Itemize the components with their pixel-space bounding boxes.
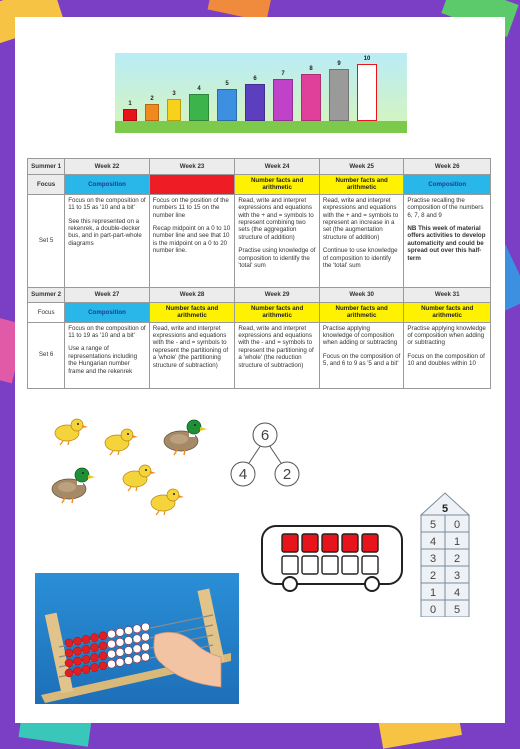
part-whole-diagram xyxy=(225,417,305,497)
content-cell xyxy=(149,194,235,287)
week-header: Week 31 xyxy=(404,287,491,302)
cell-text: Practise applying knowledge of composition when adding or subtracting xyxy=(407,324,486,347)
cell-text: Use a range of representations including the Hungarian number frame and the rekenrek xyxy=(68,345,138,375)
numberblock-label: 5 xyxy=(225,81,229,87)
week-header: Week 30 xyxy=(319,287,404,302)
cell-text: Read, write and interpret expressions and equations with the - and = symbols to represent the partitioning of a 'whole' (the partitioning structure of subtraction) xyxy=(152,324,229,369)
numberblock-character xyxy=(123,101,137,121)
content-cell xyxy=(319,194,404,287)
bus-seat-empty xyxy=(282,556,298,574)
focus-cell: Composition xyxy=(65,175,150,195)
cell-text: Read, write and interpret expressions and equations with the + and = symbols to represent combining two sets (the aggregation structure of addition) xyxy=(238,196,314,241)
focus-cell: Number facts and arithmetic xyxy=(319,302,404,322)
curriculum-table xyxy=(27,158,491,389)
term-label: Summer 1 xyxy=(28,159,65,175)
rekenrek-bead-white xyxy=(142,643,150,651)
house-cell-value: 0 xyxy=(429,604,437,616)
numberblock-label: 3 xyxy=(172,91,176,97)
rekenrek-bead-white xyxy=(133,655,141,663)
numberblock-character xyxy=(357,56,377,121)
week-header: Week 22 xyxy=(65,159,150,175)
rekenrek-bead-white xyxy=(108,650,116,658)
bus-seat-empty xyxy=(362,556,378,574)
rekenrek-bead-red xyxy=(91,664,99,672)
rekenrek-bead-white xyxy=(142,623,150,631)
rekenrek-bead-white xyxy=(116,658,124,666)
part-value: 2 xyxy=(282,466,292,483)
rekenrek-bead-red xyxy=(82,655,90,663)
rekenrek-bead-white xyxy=(116,628,124,636)
bus-seat-empty xyxy=(322,556,338,574)
rekenrek-bead-red xyxy=(65,669,73,677)
rekenrek-bead-white xyxy=(125,627,133,635)
focus-cell: Number facts and arithmetic xyxy=(149,302,235,322)
content-cell xyxy=(65,194,150,287)
house-cell-value: 4 xyxy=(429,536,437,548)
house-cell-value: 5 xyxy=(429,519,437,531)
numberblock-label: 2 xyxy=(150,96,154,102)
numberblock-label: 6 xyxy=(253,76,257,82)
cell-text: Practise recalling the composition of the numbers 6, 7, 8 and 9 xyxy=(407,196,484,219)
rekenrek-bead-red xyxy=(99,632,107,640)
numberblock-character xyxy=(273,71,293,121)
week-header: Week 25 xyxy=(319,159,404,175)
focus-cell: Number facts and arithmetic xyxy=(319,175,404,195)
duck-icon xyxy=(164,420,207,455)
rekenrek-bead-red xyxy=(82,645,90,653)
ducks-illustration xyxy=(43,409,223,529)
abacus-photo xyxy=(35,573,239,704)
table-row xyxy=(28,159,491,175)
rekenrek-bead-white xyxy=(142,633,150,641)
focus-cell: Number facts and arithmetic xyxy=(235,302,320,322)
rekenrek-bead-white xyxy=(133,645,141,653)
duck-icon xyxy=(52,468,95,503)
rekenrek-bead-red xyxy=(91,654,99,662)
rekenrek-bead-white xyxy=(125,657,133,665)
rekenrek-bead-white xyxy=(108,640,116,648)
house-cell-value: 4 xyxy=(453,587,461,599)
duckling-icon xyxy=(105,429,138,455)
rekenrek-bead-red xyxy=(74,647,82,655)
cell-text: Focus on the composition of 11 to 15 as '10 and a bit' xyxy=(68,196,146,212)
week-header: Week 28 xyxy=(149,287,235,302)
rekenrek-bead-red xyxy=(91,644,99,652)
numberblocks-banner xyxy=(115,53,407,133)
set-label: Set 6 xyxy=(28,322,65,388)
rekenrek-bead-white xyxy=(142,653,150,661)
bus-seat-empty xyxy=(302,556,318,574)
content-cell xyxy=(404,194,491,287)
bus-seat-empty xyxy=(342,556,358,574)
numberblock-character xyxy=(167,91,181,121)
numberblock-label: 1 xyxy=(128,101,132,107)
bus-seat-filled xyxy=(282,534,298,552)
rekenrek-bead-red xyxy=(74,667,82,675)
house-cell-value: 1 xyxy=(453,536,461,548)
rekenrek-bead-white xyxy=(108,630,116,638)
duckling-icon xyxy=(123,465,156,491)
cell-text: Practise applying knowledge of composition when adding or subtracting xyxy=(322,324,398,347)
rekenrek-bead-white xyxy=(108,660,116,668)
bus-seat-filled xyxy=(342,534,358,552)
cell-text: Continue to use knowledge of composition to identify the 'total' sum xyxy=(322,247,398,270)
part-value: 4 xyxy=(238,466,248,483)
table-row xyxy=(28,194,491,287)
focus-cell: Composition xyxy=(404,175,491,195)
numberblock-character xyxy=(301,66,321,121)
rekenrek-bead-white xyxy=(133,625,141,633)
content-cell xyxy=(404,322,491,388)
table-row xyxy=(28,287,491,302)
table-row xyxy=(28,175,491,195)
house-cell-value: 5 xyxy=(453,604,461,616)
numberblock-character xyxy=(189,86,209,121)
rekenrek-bead-red xyxy=(65,639,73,647)
house-cell-value: 0 xyxy=(453,519,461,531)
week-header: Week 23 xyxy=(149,159,235,175)
cell-text: Focus on the composition of 5, and 6 to 9 as '5 and a bit' xyxy=(322,352,401,368)
focus-cell: Numbers 11 to 15 on the line xyxy=(149,175,235,195)
week-header: Week 29 xyxy=(235,287,320,302)
rekenrek-bead-white xyxy=(116,648,124,656)
rekenrek-bead-red xyxy=(65,659,73,667)
document-page xyxy=(15,17,505,723)
content-cell xyxy=(235,194,320,287)
rekenrek-bead-white xyxy=(133,635,141,643)
content-cell xyxy=(65,322,150,388)
whole-value: 6 xyxy=(260,427,270,444)
cell-text: Read, write and interpret expressions and equations with the + and = symbols to represent an increase in a set (the augmentation structure of addition) xyxy=(322,196,399,241)
part-whole-link xyxy=(249,445,261,463)
focus-cell: Composition xyxy=(65,302,150,322)
rekenrek-bead-red xyxy=(74,637,82,645)
week-header: Week 24 xyxy=(235,159,320,175)
house-cell-value: 2 xyxy=(429,570,437,582)
rekenrek-bead-red xyxy=(91,634,99,642)
cell-text-bold: NB This week of material offers activities to develop automaticity and could be spread out over this half-term xyxy=(407,225,486,262)
duckling-icon xyxy=(151,489,184,515)
focus-cell: Number facts and arithmetic xyxy=(404,302,491,322)
cell-text: Read, write and interpret expressions and equations with the - and = symbols to represent the partitioning of a 'whole' (the reduction structure of subtraction) xyxy=(238,324,314,369)
banner-ground xyxy=(115,121,407,133)
table-row xyxy=(28,322,491,388)
numberblock-label: 10 xyxy=(363,56,371,62)
cell-text: Practise using knowledge of composition to identify the 'total' sum xyxy=(238,247,316,270)
set-label: Set 5 xyxy=(28,194,65,287)
week-header: Week 27 xyxy=(65,287,150,302)
rekenrek-bead-red xyxy=(82,635,90,643)
house-cell-value: 1 xyxy=(429,587,437,599)
bus-seat-filled xyxy=(322,534,338,552)
numberblock-label: 8 xyxy=(309,66,313,72)
numberblock-label: 7 xyxy=(281,71,285,77)
bus-seat-filled xyxy=(362,534,378,552)
rekenrek-bead-red xyxy=(99,642,107,650)
numberblock-character xyxy=(329,61,349,121)
content-cell xyxy=(319,322,404,388)
focus-label: Focus xyxy=(28,175,65,195)
house-roof-value: 5 xyxy=(441,503,449,515)
rekenrek-bead-red xyxy=(99,662,107,670)
rekenrek-bead-red xyxy=(65,649,73,657)
rekenrek-bead-white xyxy=(125,647,133,655)
week-header: Week 26 xyxy=(404,159,491,175)
rekenrek-bead-white xyxy=(125,637,133,645)
numberblock-character xyxy=(217,81,237,121)
content-cell xyxy=(149,322,235,388)
table-row xyxy=(28,302,491,322)
cell-text: Recap midpoint on a 0 to 10 number line and see that 10 is the midpoint on a 0 to 20 number line. xyxy=(152,225,231,255)
cell-text: Focus on the composition of 10 and doubles within 10 xyxy=(407,352,485,368)
focus-label: Focus xyxy=(28,302,65,322)
house-cell-value: 3 xyxy=(429,553,437,565)
cell-text: Focus on the position of the numbers 11 to 15 on the number line xyxy=(152,196,229,219)
bus-icon xyxy=(260,522,405,597)
part-whole-link xyxy=(269,445,281,463)
numberblock-character xyxy=(145,96,159,121)
duckling-icon xyxy=(55,419,88,445)
house-cell-value: 2 xyxy=(453,553,461,565)
number-house xyxy=(418,491,472,617)
numberblock-label: 4 xyxy=(197,86,201,92)
numberblock-label: 9 xyxy=(337,61,341,67)
rekenrek-bead-red xyxy=(99,652,107,660)
rekenrek-bead-red xyxy=(74,657,82,665)
cell-text: See this represented on a rekenrek, a double-decker bus, and in part-part-whole diagrams xyxy=(68,217,142,247)
house-cell-value: 3 xyxy=(453,570,461,582)
numberblock-character xyxy=(245,76,265,121)
rekenrek-bead-white xyxy=(116,638,124,646)
rekenrek-bead-red xyxy=(82,665,90,673)
focus-cell: Number facts and arithmetic xyxy=(235,175,320,195)
cell-text: Focus on the composition of 11 to 19 as '10 and a bit' xyxy=(68,324,146,340)
term-label: Summer 2 xyxy=(28,287,65,302)
bus-seat-filled xyxy=(302,534,318,552)
content-cell xyxy=(235,322,320,388)
